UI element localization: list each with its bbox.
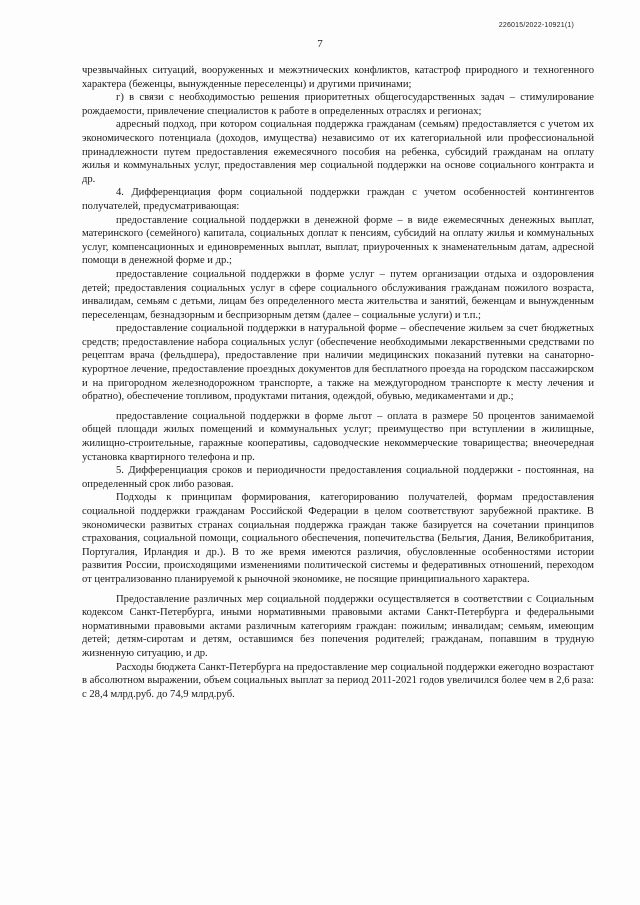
paragraph: 4. Дифференциация форм социальной поддержки граждан с учетом особенностей контингентов получателей, предусматривающая:	[82, 187, 594, 212]
document-body	[82, 64, 594, 701]
paragraph: чрезвычайных ситуаций, вооруженных и межэтнических конфликтов, катастроф природного и техногенного характера (беженцы, вынужденные переселенцы) и другими причинами;	[82, 65, 594, 90]
paragraph: Подходы к принципам формирования, категорированию получателей, формам предоставления социальной поддержки гражданам Российской Федерации в целом соответствуют зарубежной практике. В экономически развитых странах социальная поддержка граждан также базируется на сочетании принципов страхования, социальной помощи, социального обеспечения, попечительства (Бельгия, Дания, Великобритания, Португалия, Ирландия и др.). В то же время имеются различия, обусловленные особенностями истории развития России, происходящими изменениями политической системы и федеративных отношений, переходом от централизованно планируемой к рыночной экономике, не посящие принципиального характера.	[82, 492, 594, 585]
paragraph: предоставление социальной поддержки в форме льгот – оплата в размере 50 процентов занимаемой общей площади жилых помещений и коммунальных услуг; преимущество при вступлении в жилищные, жилищно-строительные, гаражные кооперативы, садоводческие некоммерческие товарищества; внеочередная установка квартирного телефона и пр.	[82, 410, 594, 463]
paragraph: Предоставление различных мер социальной поддержки осуществляется в соответствии с Социальным кодексом Санкт-Петербурга, иными нормативными правовыми актами Санкт-Петербурга и федеральными нормативными правовыми актами различным категориям граждан: пожилым; инвалидам; семьям, имеющим детей; детям-сиротам и детям, оставшимся без попечения родителей; гражданам, попавшим в трудную жизненную ситуацию, и др.	[82, 593, 594, 659]
paragraph: Расходы бюджета Санкт-Петербурга на предоставление мер социальной поддержки ежегодно возрастают в абсолютном выражении, объем социальных выплат за период 2011-2021 годов увеличился более чем в 2,6 раза: с 28,4 млрд.руб. до 74,9 млрд.руб.	[82, 661, 594, 700]
paragraph: предоставление социальной поддержки в денежной форме – в виде ежемесячных денежных выплат, материнского (семейного) капитала, социальных доплат к пенсиям, субсидий на оплату жилья и коммунальных услуг, компенсационных и единовременных выплат, выплат, приуроченных к знаменательным датам, адресной помощи в денежной форме и др.;	[82, 214, 594, 267]
paragraph: 5. Дифференциация сроков и периодичности предоставления социальной поддержки - постоянная, на определенный срок либо разовая.	[82, 465, 594, 490]
paragraph: предоставление социальной поддержки в форме услуг – путем организации отдыха и оздоровления детей; предоставления социальных услуг в сфере социального обслуживания гражданам пожилого возраста, инвалидам, семьям с детьми, лицам без определенного места жительства и занятий, беженцам и вынужденным переселенцам, безнадзорным и беспризорным детям (далее – социальные услуги) и т.п.;	[82, 268, 594, 321]
document-id: 226015/2022-10921(1)	[498, 22, 574, 29]
paragraph: предоставление социальной поддержки в натуральной форме – обеспечение жильем за счет бюджетных средств; предоставление набора социальных услуг (обеспечение необходимыми лекарственными средствами по рецептам врача (фельдшера), предоставление при наличии медицинских показаний путевки на санаторно-курортное лечение, предоставление проездных документов для бесплатного проезда на городском пассажирском и на пригородном железнодорожном транспорте, а также на междугородном транспорте к месту лечения и обратно), обеспечение топливом, продуктами питания, одеждой, обувью, медикаментами и др.;	[82, 323, 594, 403]
page-number: 7	[317, 38, 323, 50]
paragraph: г) в связи с необходимостью решения приоритетных общегосударственных задач – стимулирование рождаемости, привлечение специалистов к работе в определенных отраслях и регионах;	[82, 92, 594, 117]
paragraph: адресный подход, при котором социальная поддержка гражданам (семьям) предоставляется с учетом их экономического потенциала (доходов, имущества) независимо от их категориальной или профессиональной принадлежности путем предоставления ежемесячного пособия на ребенка, субсидий гражданам на оплату жилья и коммунальных услуг, предоставления мер социальной поддержки на основе социального контракта и др.	[82, 119, 594, 185]
